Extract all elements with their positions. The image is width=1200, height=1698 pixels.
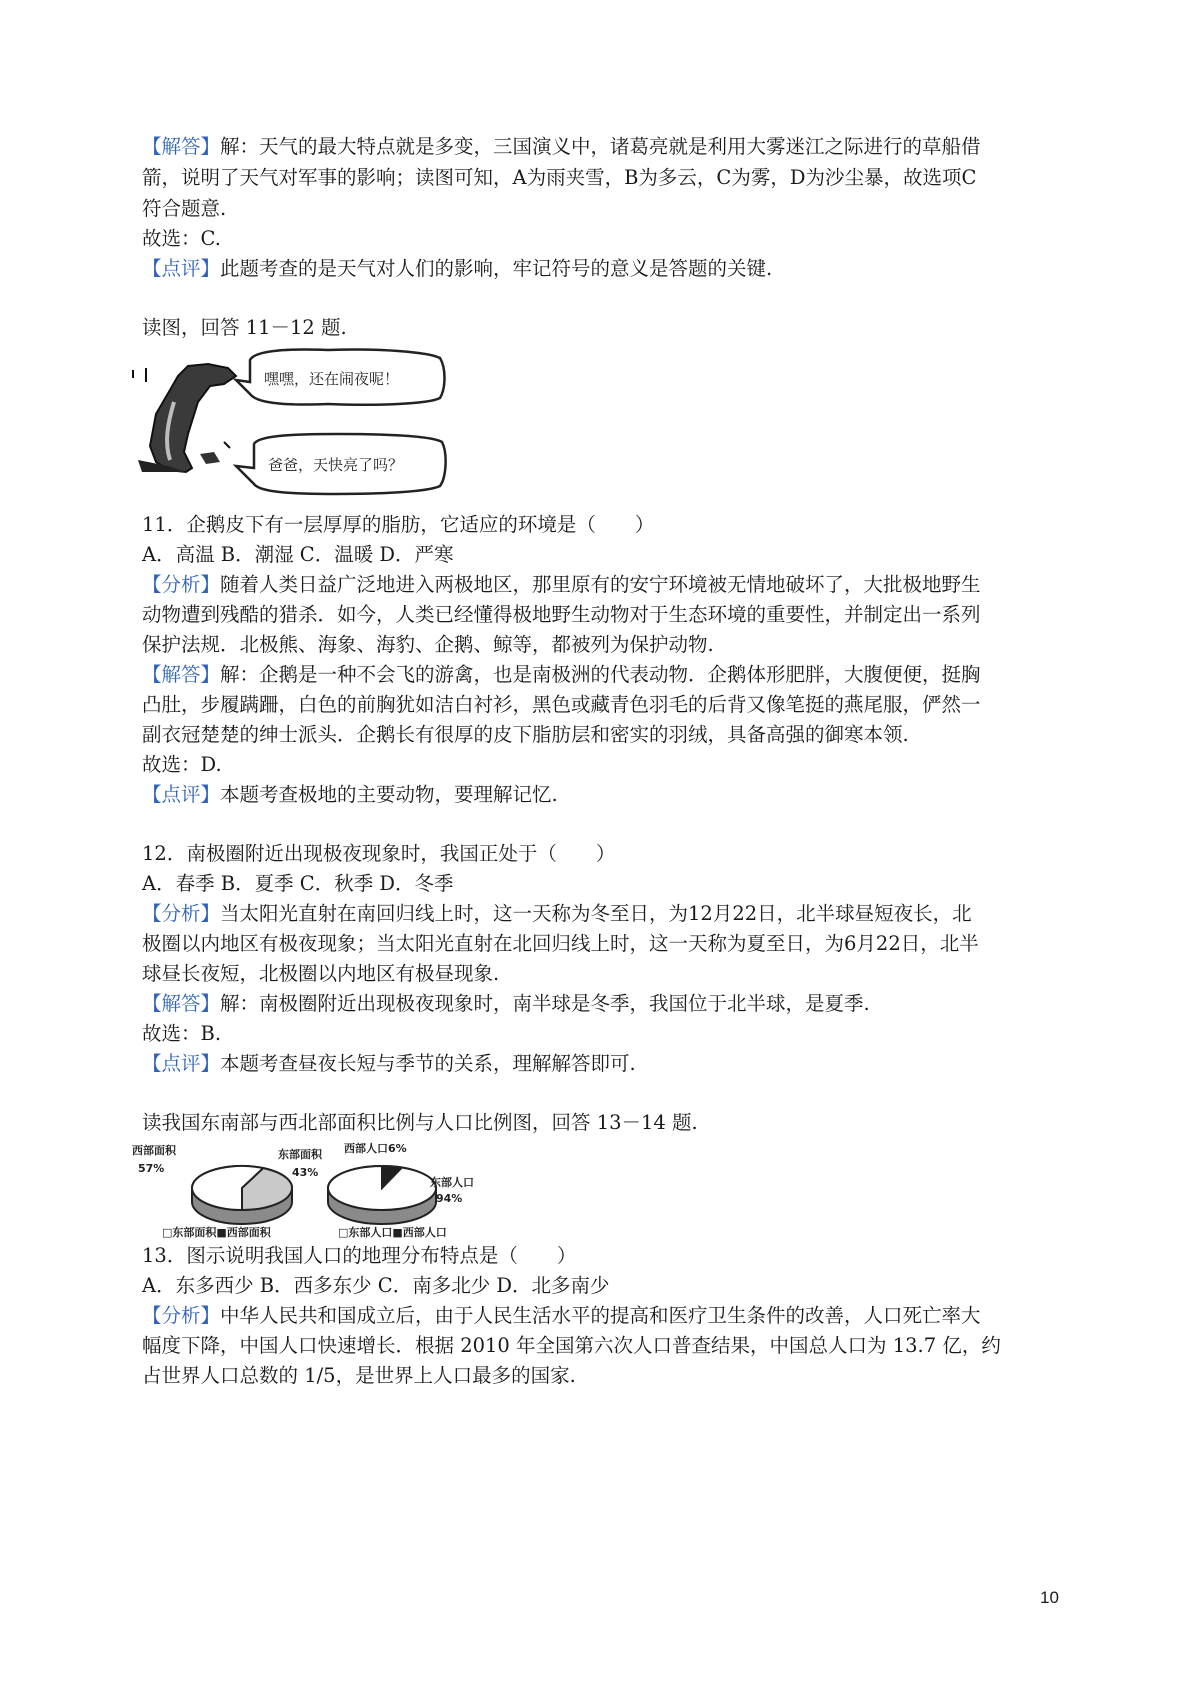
comment-tag: 【点评】 [142, 257, 221, 280]
answer-tag: 【解答】 [142, 663, 221, 686]
question-options: A．春季 B．夏季 C．秋季 D．冬季 [142, 872, 454, 895]
area-legend: □东部面积■西部面积 [162, 1226, 271, 1239]
question-stem: 12．南极圈附近出现极夜现象时，我国正处于（ ） [142, 842, 616, 865]
area-pie [132, 1143, 323, 1239]
analysis-line: 极圈以内地区有极夜现象；当太阳光直射在北回归线上时，这一天称为夏至日，为6月22日，北半 [142, 932, 979, 955]
question-intro: 读我国东南部与西北部面积比例与人口比例图，回答 13－14 题. [142, 1111, 698, 1134]
speech-bubble-top-text: 嘿嘿，还在闹夜呢！ [264, 370, 400, 388]
penguin-figure [128, 342, 458, 502]
answer-tag: 【解答】 [142, 135, 221, 158]
answer-line: 副衣冠楚楚的绅士派头．企鹅长有很厚的皮下脂肪层和密实的羽绒，具备高强的御寒本领. [142, 723, 909, 746]
pop-east-pct: 94% [436, 1192, 463, 1205]
area-east-pct: 43% [292, 1166, 319, 1179]
comment-line [142, 1048, 1067, 1080]
analysis-line: 球昼长夜短，北极圈以内地区有极昼现象. [142, 962, 500, 985]
comment-tag: 【点评】 [142, 1052, 221, 1075]
pop-legend: □东部人口■西部人口 [338, 1226, 447, 1239]
comment-text: 本题考查极地的主要动物，要理解记忆. [220, 783, 558, 806]
question-stem: 11．企鹅皮下有一层厚厚的脂肪，它适应的环境是（ ） [142, 513, 655, 536]
comment-text: 本题考查昼夜长短与季节的关系，理解解答即可. [220, 1052, 636, 1075]
analysis-text: 随着人类日益广泛地进入两极地区，那里原有的安宁环境被无情地破坏了，大批极地野生 [220, 573, 981, 596]
comment-line [142, 253, 1067, 285]
question-intro: 读图，回答 11－12 题. [142, 316, 347, 339]
pie-charts-figure [132, 1140, 492, 1240]
analysis-line [142, 569, 1067, 601]
answer-tag: 【解答】 [142, 992, 221, 1015]
pie-slice-east-pop [328, 1166, 436, 1210]
question-stem: 13．图示说明我国人口的地理分布特点是（ ） [142, 1244, 577, 1267]
choice-line: 故选：D. [142, 753, 222, 776]
analysis-line: 动物遭到残酷的猎杀．如今，人类已经懂得极地野生动物对于生态环境的重要性，并制定出一系列 [142, 603, 981, 626]
answer-paragraph-line [142, 131, 1067, 163]
speech-bubble-bottom-text: 爸爸，天快亮了吗？ [268, 456, 404, 474]
analysis-line: 占世界人口总数的 1/5，是世界上人口最多的国家. [142, 1364, 576, 1387]
area-west-pct: 57% [138, 1162, 165, 1175]
answer-line [142, 988, 1067, 1020]
population-pie [328, 1141, 474, 1239]
answer-line [142, 659, 1067, 691]
analysis-text: 中华人民共和国成立后，由于人民生活水平的提高和医疗卫生条件的改善，人口死亡率大 [220, 1304, 981, 1327]
analysis-line: 保护法规．北极熊、海象、海豹、企鹅、鲸等，都被列为保护动物. [142, 633, 714, 656]
analysis-tag: 【分析】 [142, 1304, 221, 1327]
answer-line: 凸肚，步履蹒跚，白色的前胸犹如洁白衬衫，黑色或藏青色羽毛的后背又像笔挺的燕尾服，俨然一 [142, 693, 981, 716]
area-east-label: 东部面积 [278, 1148, 322, 1161]
answer-text: 解：企鹅是一种不会飞的游禽，也是南极洲的代表动物．企鹅体形肥胖，大腹便便，挺胸 [220, 663, 981, 686]
comment-text: 此题考查的是天气对人们的影响，牢记符号的意义是答题的关键. [220, 257, 773, 280]
area-west-label: 西部面积 [132, 1144, 176, 1157]
analysis-line [142, 1300, 1067, 1332]
analysis-tag: 【分析】 [142, 573, 221, 596]
page-number: 10 [1040, 1588, 1059, 1607]
choice-line: 故选：B. [142, 1022, 222, 1045]
comment-line [142, 779, 1067, 811]
analysis-tag: 【分析】 [142, 902, 221, 925]
pop-east-label: 东部人口 [430, 1176, 474, 1189]
analysis-text: 当太阳光直射在南回归线上时，这一天称为冬至日，为12月22日，北半球昼短夜长，北 [220, 902, 972, 925]
answer-text: 解：天气的最大特点就是多变，三国演义中，诸葛亮就是利用大雾迷江之际进行的草船借 [220, 135, 981, 158]
question-options: A．东多西少 B．西多东少 C．南多北少 D．北多南少 [142, 1274, 610, 1297]
analysis-line [142, 898, 1067, 930]
choice-line: 故选：C. [142, 227, 221, 250]
comment-tag: 【点评】 [142, 783, 221, 806]
pop-west-label: 西部人口6% [344, 1142, 407, 1155]
answer-paragraph-line: 箭，说明了天气对军事的影响；读图可知，A为雨夹雪，B为多云，C为雾，D为沙尘暴，故选项C [142, 166, 977, 189]
question-options: A．高温 B．潮湿 C．温暖 D．严寒 [142, 543, 454, 566]
answer-paragraph-line: 符合题意. [142, 197, 227, 220]
answer-text: 解：南极圈附近出现极夜现象时，南半球是冬季，我国位于北半球，是夏季. [220, 992, 870, 1015]
analysis-line: 幅度下降，中国人口快速增长．根据 2010 年全国第六次人口普查结果，中国总人口为 13.7 亿，约 [142, 1334, 1001, 1357]
